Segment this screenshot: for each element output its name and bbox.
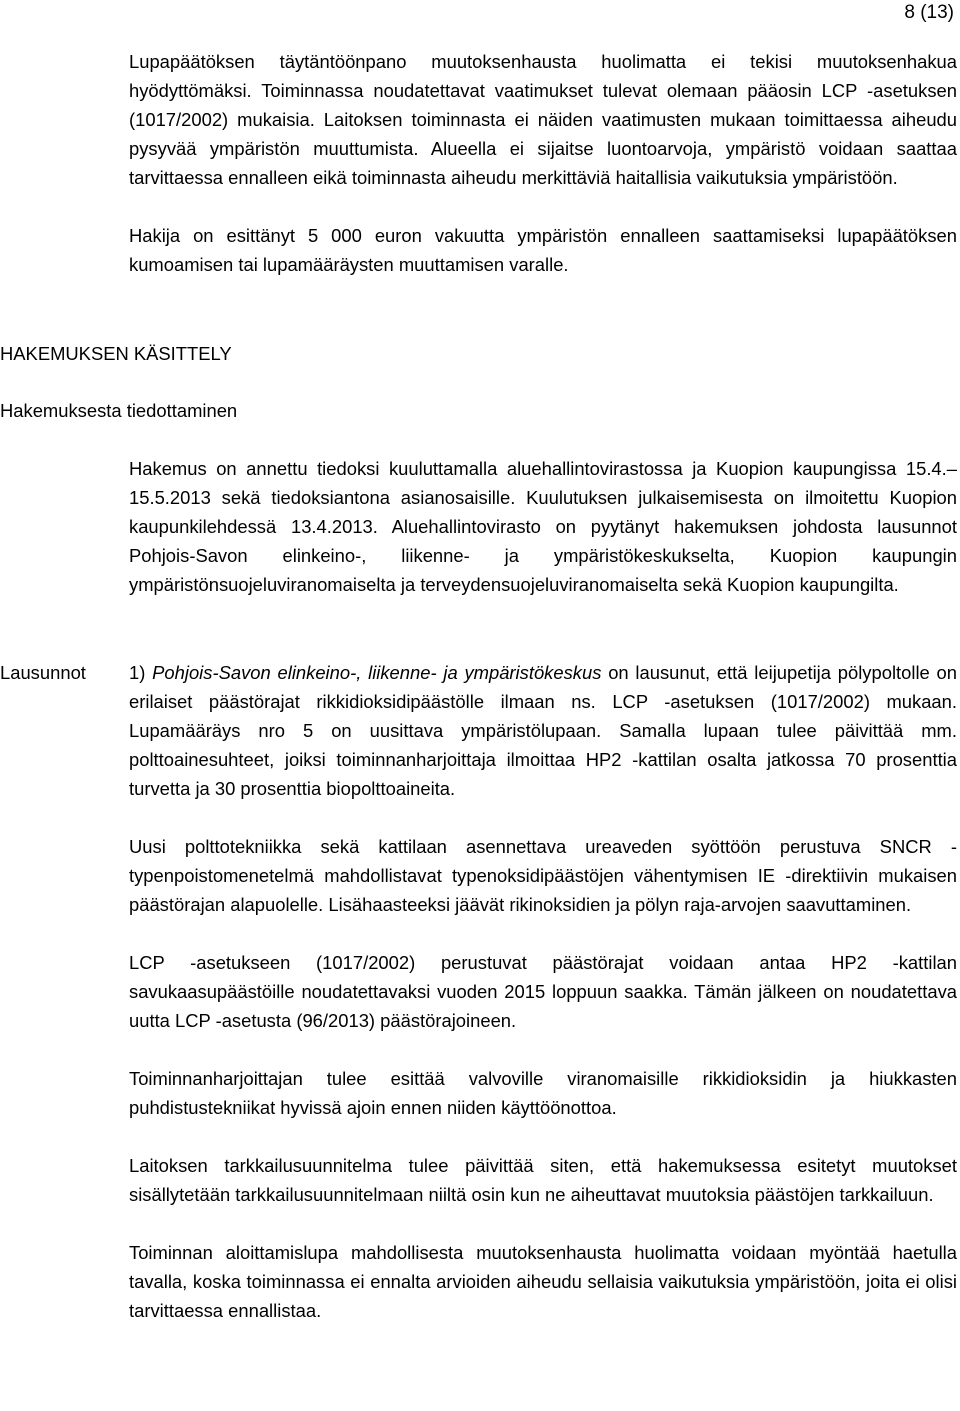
notification-section [129, 454, 957, 599]
statement-1-number: 1) [129, 662, 153, 683]
page-number: 8 (13) [904, 2, 954, 23]
statement-paragraph-4: Toiminnanharjoittajan tulee esittää valvoville viranomaisille rikkidioksidin ja hiukkasten puhdistustekniikat hyvissä ajoin ennen niiden käyttöönottoa. [129, 1068, 957, 1118]
subsection-heading-tiedottaminen: Hakemuksesta tiedottaminen [0, 400, 238, 421]
statement-paragraph-6: Toiminnan aloittamislupa mahdollisesta muutoksenhausta huolimatta voidaan myöntää haetulla tavalla, koska toiminnassa ei ennalta arvioiden aiheudu sellaisia vaikutuksia ympäristöön, joita ei olisi tarvittaessa ennallistaa. [129, 1242, 957, 1321]
statement-1-text: on lausunut, että leijupetija pölypoltolle on erilaiset päästörajat rikkidioksidipäästölle ilmaan ns. LCP -asetuksen (1017/2002) mukaan. Lupamääräys nro 5 on uusittava ympäristölupaan. Samalla lupaan tulee päivittää mm. polttoainesuhteet, joiksi toiminnanharjoittaja ilmoittaa HP2 -kattilan osalta jatkossa 70 prosenttia turvetta ja 30 prosenttia biopolttoaineita. [129, 662, 957, 799]
statement-paragraph-2: Uusi polttotekniikka sekä kattilaan asennettava ureaveden syöttöön perustuva SNCR -typenpoistomenetelmä mahdollistavat typenoksidipäästöjen vähentymisen IE -direktiivin mukaisen päästörajan alapuolelle. Lisähaasteeksi jäävät rikinoksidien ja pölyn raja-arvojen saavuttaminen. [129, 836, 957, 915]
notification-paragraph: Hakemus on annettu tiedoksi kuuluttamalla aluehallintovirastossa ja Kuopion kaupungissa 15.4.–15.5.2013 sekä tiedoksiantona asianosaisille. Kuulutuksen julkaisemisesta on ilmoitettu Kuopion kaupunkilehdessä 13.4.2013. Aluehallintovirasto on pyytänyt hakemuksen johdosta lausunnot Pohjois-Savon elinkeino-, liikenne- ja ympäristökeskukselta, Kuopion kaupungin ympäristönsuojeluviranomaiselta ja terveydensuojeluviranomaiselta sekä Kuopion kaupungilta. [129, 458, 957, 595]
subsection-heading-lausunnot: Lausunnot [0, 662, 86, 683]
statement-paragraph-5: Laitoksen tarkkailusuunnitelma tulee päivittää siten, että hakemuksessa esitetyt muutokset sisällytetään tarkkailusuunnitelmaan niiltä osin kun ne aiheuttavat muutoksia päästöjen tarkkailuun. [129, 1155, 957, 1205]
statement-1-organization: Pohjois-Savon elinkeino-, liikenne- ja ympäristökeskus [152, 662, 602, 683]
intro-paragraph-1: Lupapäätöksen täytäntöönpano muutoksenhausta huolimatta ei tekisi muutoksenhakua hyödyttömäksi. Toiminnassa noudatettavat vaatimukset tulevat olemaan pääosin LCP -asetuksen (1017/2002) mukaisia. Laitoksen toiminnasta ei näiden vaatimusten mukaan toimittaessa aiheudu pysyvää ympäristön muuttumista. Alueella ei sijaitse luontoarvoja, ympäristö voidaan saattaa tarvittaessa ennalleen eikä toiminnasta aiheudu merkittäviä haitallisia vaikutuksia ympäristöön. [129, 51, 957, 188]
statement-paragraph-3: LCP -asetukseen (1017/2002) perustuvat päästörajat voidaan antaa HP2 -kattilan savukaasupäästöille noudatettavaksi vuoden 2015 loppuun saakka. Tämän jälkeen on noudatettava uutta LCP -asetusta (96/2013) päästörajoineen. [129, 952, 957, 1031]
intro-section [129, 47, 957, 279]
section-heading-hakemuksen-kasittely: HAKEMUKSEN KÄSITTELY [0, 343, 232, 364]
intro-paragraph-2: Hakija on esittänyt 5 000 euron vakuutta ympäristön ennalleen saattamiseksi lupapäätöksen kumoamisen tai lupamääräysten muuttamisen varalle. [129, 225, 957, 275]
statements-section [129, 658, 957, 1325]
statement-1 [129, 658, 957, 803]
